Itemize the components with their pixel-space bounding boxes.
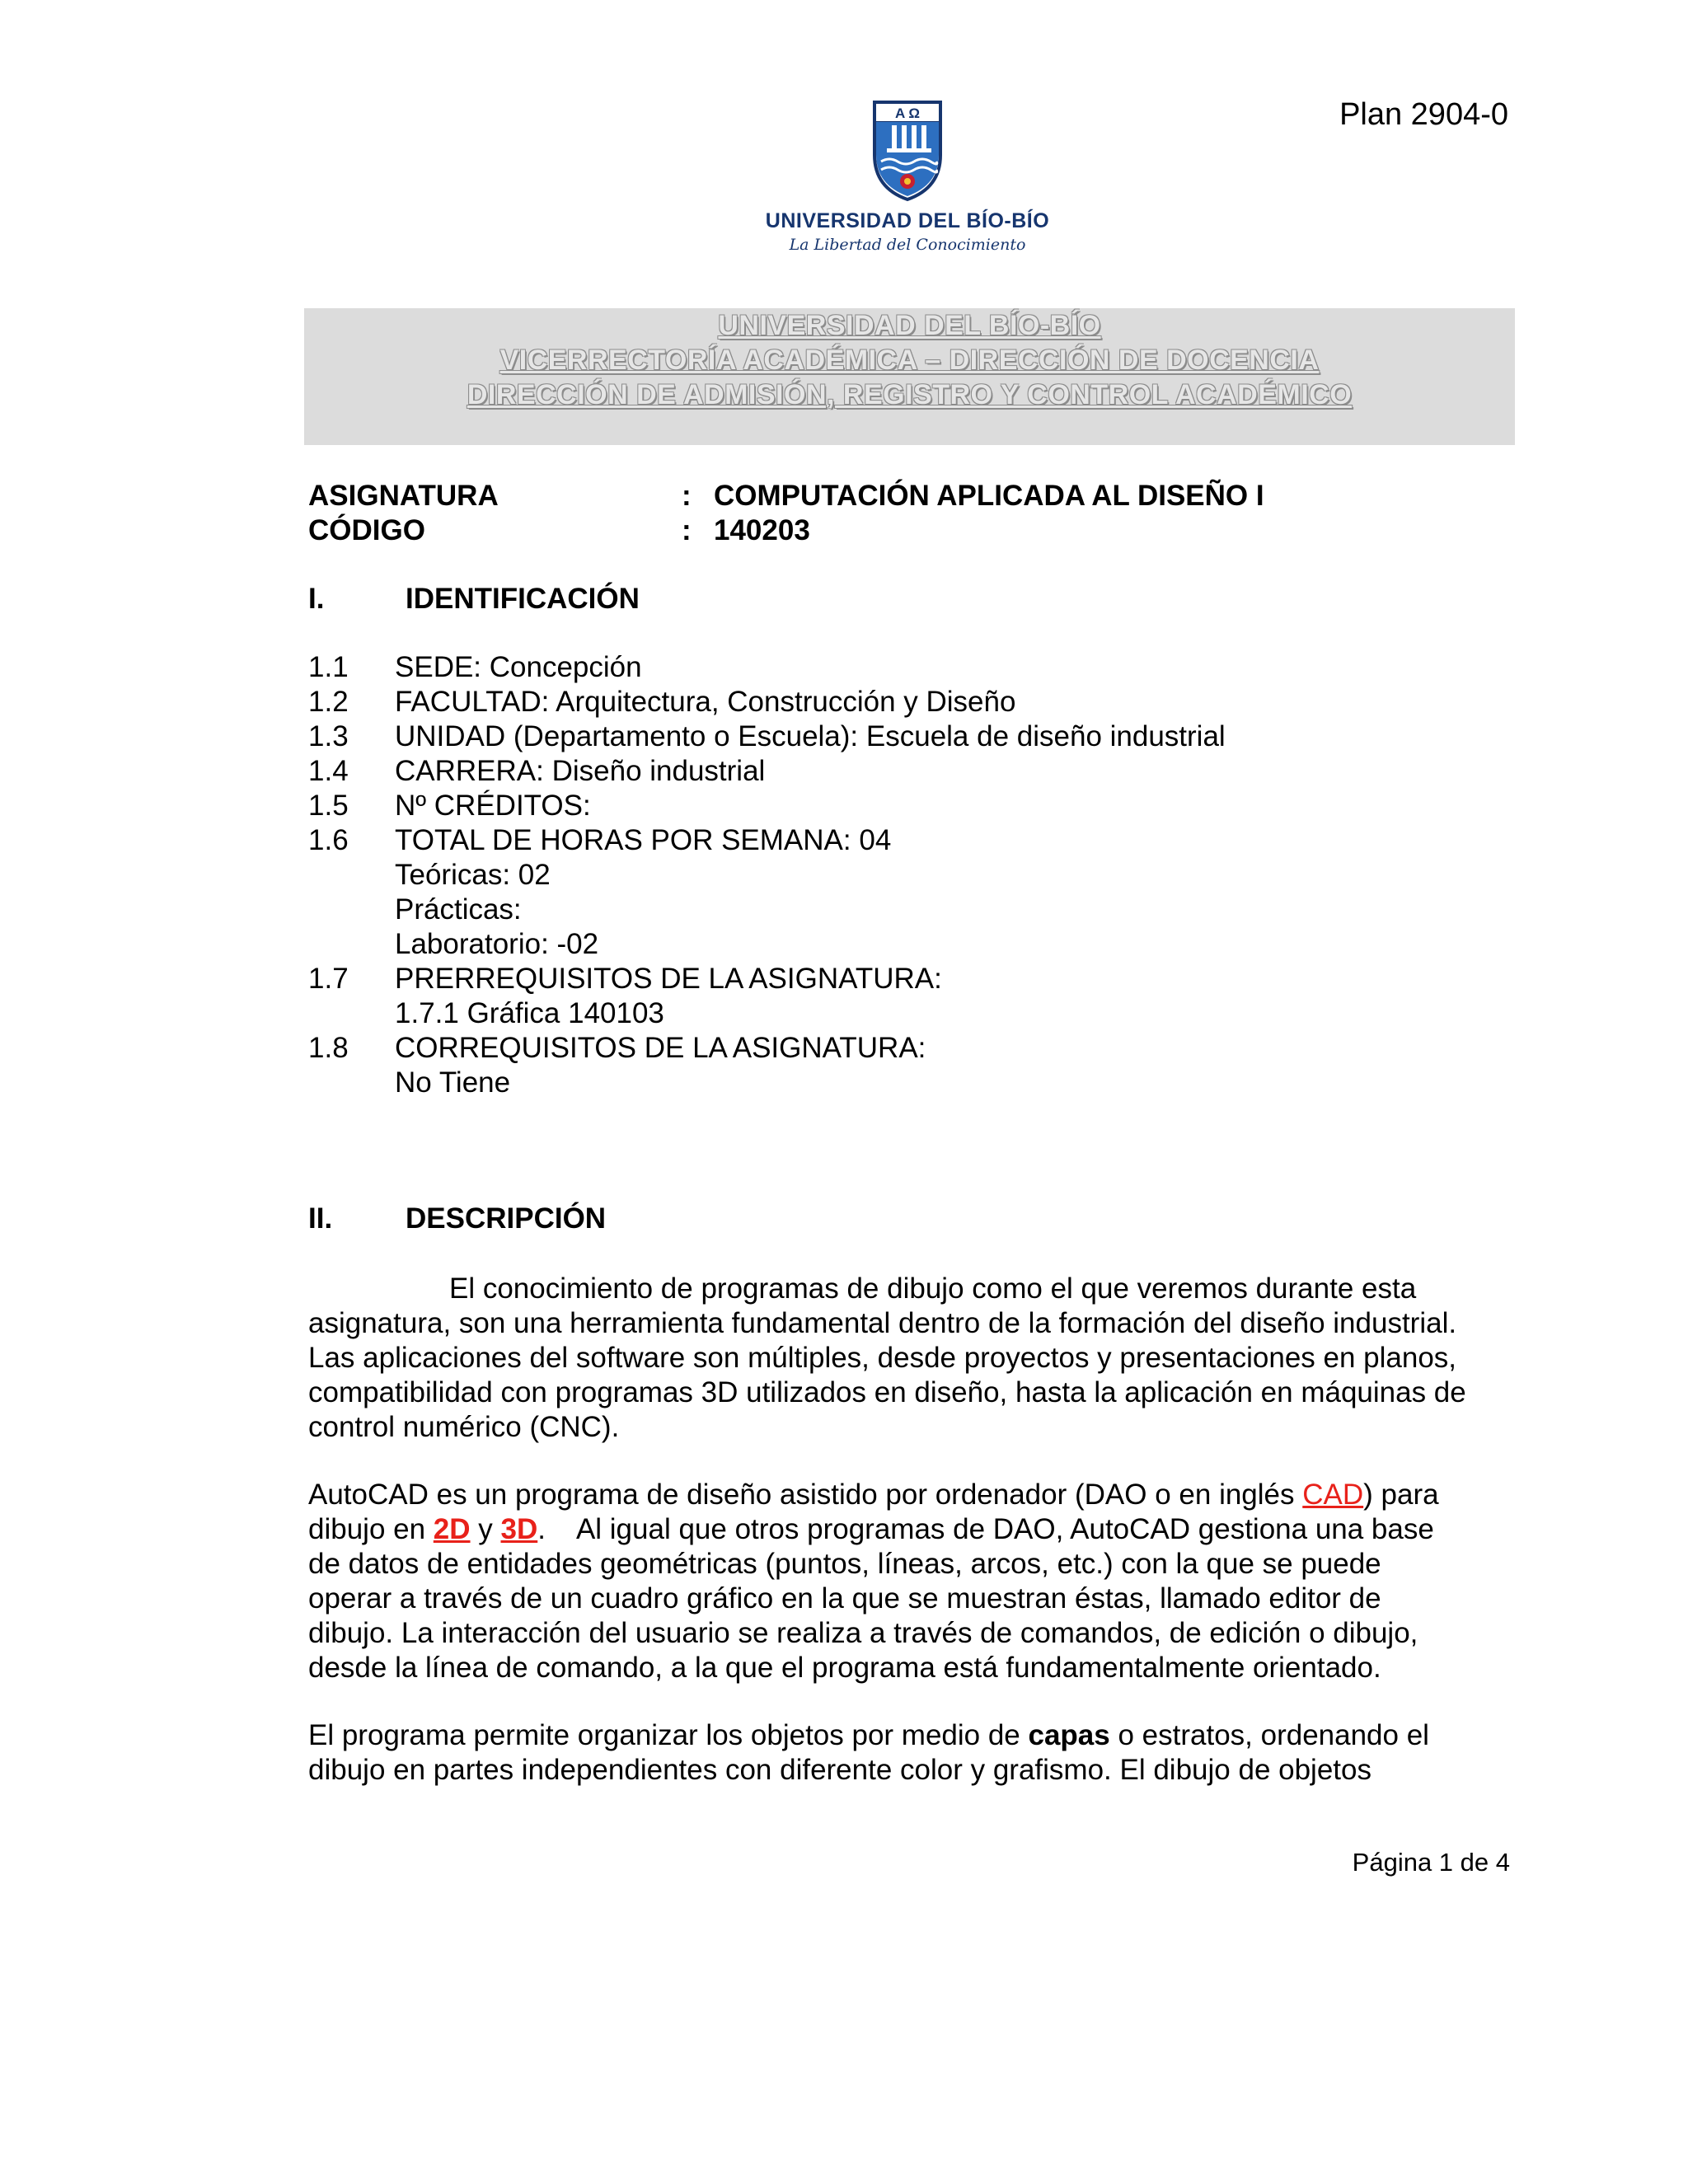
header-banner — [304, 308, 1515, 445]
paragraph-line — [308, 1478, 1517, 1512]
codigo-colon: : — [682, 514, 692, 546]
list-item: SEDE: Concepción — [395, 651, 642, 683]
asignatura-value: COMPUTACIÓN APLICADA AL DISEÑO I — [714, 480, 1264, 512]
list-item: 1.7.1 Gráfica 140103 — [395, 997, 664, 1029]
list-item-num: 1.2 — [308, 686, 349, 718]
paragraph-line: Las aplicaciones del software son múltiples, desde proyectos y presentaciones en planos, — [308, 1342, 1457, 1374]
paragraph-line: El conocimiento de programas de dibujo como el que veremos durante esta — [449, 1272, 1417, 1305]
section-2-title: DESCRIPCIÓN — [406, 1202, 607, 1235]
text-run: AutoCAD es un programa de diseño asistido por ordenador (DAO o en inglés — [308, 1479, 1303, 1511]
list-item: Nº CRÉDITOS: — [395, 790, 591, 822]
list-item: CARRERA: Diseño industrial — [395, 755, 766, 787]
university-logo — [762, 97, 1053, 258]
list-item-num: 1.1 — [308, 651, 349, 683]
section-1-title: IDENTIFICACIÓN — [406, 583, 640, 615]
paragraph-line — [308, 1512, 1517, 1547]
list-item: Prácticas: — [395, 893, 522, 926]
paragraph-line: asignatura, son una herramienta fundamental dentro de la formación del diseño industrial. — [308, 1307, 1457, 1339]
paragraph-line — [308, 1718, 1517, 1753]
page-number: Página 1 de 4 — [1352, 1848, 1510, 1877]
list-item-num: 1.6 — [308, 824, 349, 856]
2d-link[interactable]: 2D — [433, 1513, 471, 1545]
paragraph-line: dibujo en partes independientes con diferente color y grafismo. El dibujo de objetos — [308, 1754, 1372, 1786]
list-item: FACULTAD: Arquitectura, Construcción y Diseño — [395, 686, 1016, 718]
list-item: No Tiene — [395, 1066, 511, 1099]
list-item: Teóricas: 02 — [395, 859, 551, 891]
capas-term: capas — [1028, 1719, 1110, 1751]
text-run: dibujo en — [308, 1513, 434, 1545]
paragraph-line: desde la línea de comando, a la que el programa está fundamentalmente orientado. — [308, 1652, 1381, 1684]
paragraph-line: de datos de entidades geométricas (puntos, líneas, arcos, etc.) con la que se puede — [308, 1548, 1381, 1580]
logo-motto: La Libertad del Conocimiento — [789, 236, 1026, 254]
banner-line-2: VICERRECTORÍA ACADÉMICA – DIRECCIÓN DE DOCENCIA — [499, 344, 1320, 376]
list-item-num: 1.3 — [308, 720, 349, 752]
list-item: Laboratorio: -02 — [395, 928, 599, 960]
banner-line-3: DIRECCIÓN DE ADMISIÓN, REGISTRO Y CONTROL ACADÉMICO — [467, 379, 1353, 410]
paragraph-line: control numérico (CNC). — [308, 1411, 620, 1443]
section-1-number: I. — [308, 583, 325, 615]
paragraph-line: dibujo. La interacción del usuario se realiza a través de comandos, de edición o dibujo, — [308, 1617, 1418, 1649]
text-run: o estratos, ordenando el — [1109, 1719, 1429, 1751]
plan-number: Plan 2904-0 — [1339, 97, 1508, 132]
text-run: El programa permite organizar los objetos por medio de — [308, 1719, 1029, 1751]
list-item-num: 1.8 — [308, 1032, 349, 1064]
list-item-num: 1.7 — [308, 963, 349, 995]
shield-letters: A Ω — [895, 105, 920, 121]
banner-line-1: UNIVERSIDAD DEL BÍO-BÍO — [718, 310, 1101, 341]
asignatura-label: ASIGNATURA — [308, 480, 499, 512]
logo-name: UNIVERSIDAD DEL BÍO-BÍO — [765, 209, 1050, 232]
list-item: CORREQUISITOS DE LA ASIGNATURA: — [395, 1032, 926, 1064]
text-run: y — [470, 1513, 501, 1545]
list-item-num: 1.4 — [308, 755, 349, 787]
codigo-label: CÓDIGO — [308, 514, 425, 546]
section-2-number: II. — [308, 1202, 333, 1235]
cad-link[interactable]: CAD — [1302, 1479, 1364, 1511]
text-run: ) para — [1363, 1479, 1439, 1511]
list-item: UNIDAD (Departamento o Escuela): Escuela de diseño industrial — [395, 720, 1226, 752]
paragraph-line: compatibilidad con programas 3D utilizados en diseño, hasta la aplicación en máquinas de — [308, 1376, 1466, 1408]
3d-link[interactable]: 3D — [500, 1513, 538, 1545]
paragraph-line: operar a través de un cuadro gráfico en la que se muestran éstas, llamado editor de — [308, 1582, 1381, 1615]
list-item: PRERREQUISITOS DE LA ASIGNATURA: — [395, 963, 942, 995]
text-run: . Al igual que otros programas de DAO, AutoCAD gestiona una base — [537, 1513, 1434, 1545]
codigo-value: 140203 — [714, 514, 810, 546]
asignatura-colon: : — [682, 480, 692, 512]
list-item-num: 1.5 — [308, 790, 349, 822]
description-paragraph-1 — [308, 1272, 1517, 1445]
description-paragraph-3 — [308, 1718, 1517, 1788]
list-item: TOTAL DE HORAS POR SEMANA: 04 — [395, 824, 892, 856]
description-paragraph-2 — [308, 1478, 1517, 1685]
